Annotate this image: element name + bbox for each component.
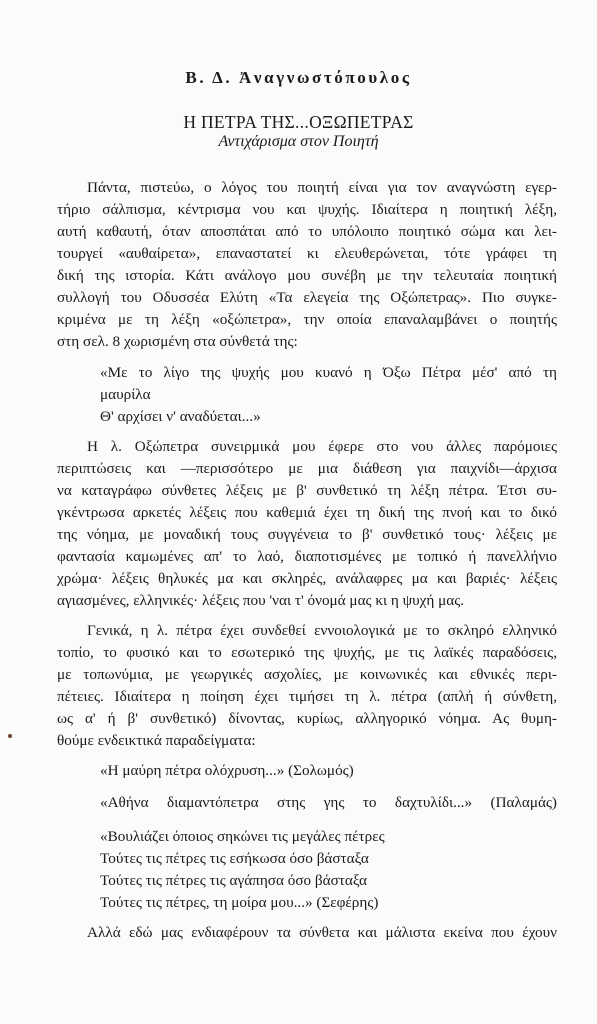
text-line: τοπίο, το φυσικό και το εσωτερικό της ψυχής, με τις λαϊκές παραδόσεις, [57,644,557,661]
quote-line: Τούτες τις πέτρες τις εσήκωσα όσο βάσταξα [100,850,369,867]
article-subtitle: Αντιχάρισμα στον Ποιητή [218,133,379,150]
quote-line: Τούτες τις πέτρες, τη μοίρα μου...» (Σεφέρης) [100,894,379,911]
quote-line: «Με το λίγο της ψυχής μου κυανό η Όξω Πέτρα μέσ' από τη [100,364,557,381]
text-line: ως α' ή β' συνθετικό) δίνοντας, κυρίως, αλληγορικό νόημα. Ας θυμη- [57,710,557,727]
quote-line: μαυρίλα [100,386,151,403]
quote-line: Θ' αρχίσει ν' αναδύεται...» [100,408,261,425]
quote-line: «Αθήνα διαμαντόπετρα στης γης το δαχτυλίδι...» (Παλαμάς) [100,794,557,811]
text-line: στη σελ. 8 χωρισμένη στα σύνθετά της: [57,333,298,350]
article-title: Η ΠΕΤΡΑ ΤΗΣ...ΟΞΩΠΕΤΡΑΣ [183,112,414,132]
text-line: συλλογή του Οδυσσέα Ελύτη «Τα ελεγεία της Οξώπετρας». Πιο συγκε- [57,289,557,306]
text-line: Γενικά, η λ. πέτρα έχει συνδεθεί εννοιολογικά με το σκληρό ελληνικό [87,622,557,639]
text-line: δική της ιστορία. Κάτι ανάλογο μου συνέβη με την τελευταία ποιητική [57,267,557,284]
text-line: της νόημα, με μοναδική τους συγγένεια το β' συνθετικό τους· λέξεις με [57,526,557,543]
quote-line: «Η μαύρη πέτρα ολόχρυση...» (Σολωμός) [100,762,354,779]
text-line: κριμένα με τη λέξη «οξώπετρα», την οποία επαναλαμβάνει ο ποιητής [57,311,557,328]
text-line: με τοπωνύμια, με γεωργικές ασχολίες, με κοινωνικές και εθνικές περι- [57,666,557,683]
author-name: Β. Δ. Ἀναγνωστόπουλος [185,68,412,87]
text-line: τήριο σάλπισμα, κέντρισμα νου και ψυχής. Ιδιαίτερα η ποιητική λέξη, [57,201,557,218]
text-line: χρώμα· λέξεις θηλυκές μα και σκληρές, ανάλαφρες μα και βαριές· λέξεις [57,570,557,587]
text-line: αυτή καθαυτή, όταν αποσπάται από το υπόλοιπο ποιητικό σώμα και λει- [57,223,557,240]
text-line: να καταγράφω σύνθετες λέξεις με β' συνθετικό τη λέξη πέτρα. Έτσι συ- [57,482,557,499]
text-line: Αλλά εδώ μας ενδιαφέρουν τα σύνθετα και μάλιστα εκείνα που έχουν [87,924,557,941]
quote-line: «Βουλιάζει όποιος σηκώνει τις μεγάλες πέτρες [100,828,385,845]
quote-line: Τούτες τις πέτρες τις αγάπησα όσο βάσταξα [100,872,367,889]
text-line: γκέντρωσα αρκετές λέξεις που καθεμιά έχει τη δική της πνοή και το δικό [57,504,557,521]
text-line: Η λ. Οξώπετρα συνειρμικά μου έφερε στο νου άλλες παρόμοιες [87,438,557,455]
text-line: περιπτώσεις και —περισσότερο με μια διάθεση για παιχνίδι—άρχισα [57,460,557,477]
text-line: φαντασία καμωμένες απ' το λαό, διαποτισμένες με τοπικό ή πανελλήνιο [57,548,557,565]
text-line: αγιασμένες, ελληνικές· λέξεις που 'ναι τ' όνομά μας κι η ψυχή μας. [57,592,465,609]
text-line: πέτειες. Ιδιαίτερα η ποίηση έχει τιμήσει τη λ. πέτρα (απλή ή σύνθετη, [57,688,557,705]
text-line: Πάντα, πιστεύω, ο λόγος του ποιητή είναι για τον αναγνώστη εγερ- [87,179,557,196]
text-line: τουργεί «αυθαίρετα», επαναστατεί κι ελευθερώνεται, τότε γράφει τη [57,245,557,262]
ink-dot [8,734,12,738]
text-line: θούμε ενδεικτικά παραδείγματα: [57,732,256,749]
